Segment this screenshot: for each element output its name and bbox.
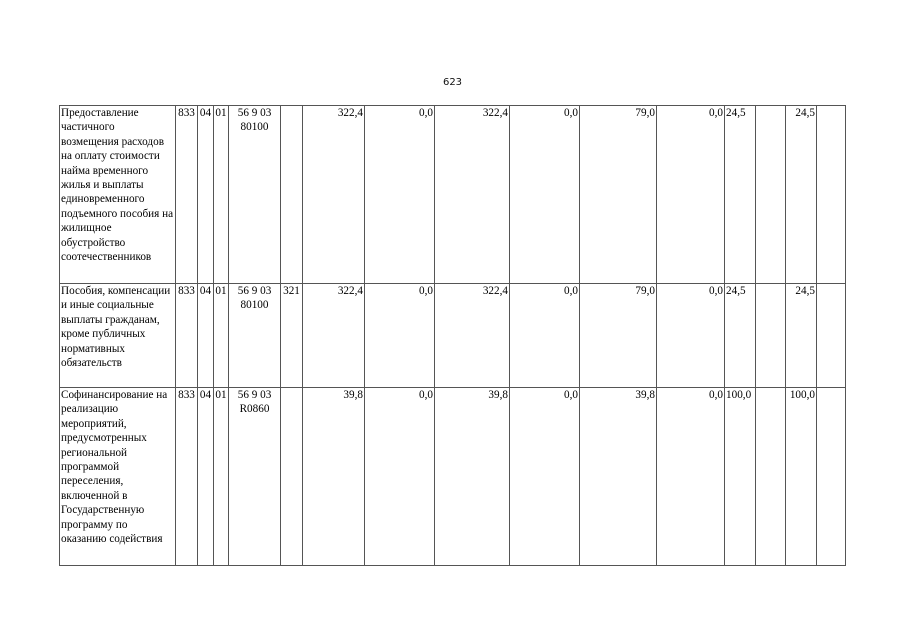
value-cell: 322,4 — [303, 284, 365, 388]
value-cell: 0,0 — [365, 284, 435, 388]
value-cell — [817, 106, 846, 284]
subsection-code: 01 — [214, 388, 229, 566]
percent-cell: 24,5 — [725, 284, 756, 388]
row-name: Предоставление частичного возмещения расходов на оплату стоимости найма временного жилья и выплаты единовременного подъемного пособия на жилищное обустройство соотечественников — [60, 106, 176, 284]
value-cell: 39,8 — [303, 388, 365, 566]
value-cell: 0,0 — [657, 388, 725, 566]
value-cell: 0,0 — [510, 284, 580, 388]
table-row — [60, 388, 846, 566]
percent-cell: 24,5 — [786, 284, 817, 388]
subsection-code: 01 — [214, 106, 229, 284]
row-name: Софинансирование на реализацию мероприятий, предусмотренных региональной программой переселения, включенной в Государственную программу по оказанию содействия — [60, 388, 176, 566]
target-article-code: 56 9 03 80100 — [229, 284, 281, 388]
value-cell: 0,0 — [510, 106, 580, 284]
section-code: 04 — [198, 284, 214, 388]
section-code: 04 — [198, 106, 214, 284]
row-name: Пособия, компенсации и иные социальные выплаты гражданам, кроме публичных нормативных обязательств — [60, 284, 176, 388]
value-cell: 0,0 — [657, 284, 725, 388]
target-article-code: 56 9 03 80100 — [229, 106, 281, 284]
percent-cell: 100,0 — [725, 388, 756, 566]
table-row — [60, 106, 846, 284]
percent-cell: 24,5 — [725, 106, 756, 284]
value-cell: 79,0 — [580, 106, 657, 284]
section-code: 04 — [198, 388, 214, 566]
value-cell: 322,4 — [435, 284, 510, 388]
table-row — [60, 284, 846, 388]
value-cell: 39,8 — [435, 388, 510, 566]
value-cell: 0,0 — [365, 106, 435, 284]
value-cell — [756, 284, 786, 388]
subsection-code: 01 — [214, 284, 229, 388]
page-number: 623 — [442, 77, 463, 88]
value-cell: 79,0 — [580, 284, 657, 388]
ministry-code: 833 — [176, 284, 198, 388]
expense-type-code — [281, 106, 303, 284]
value-cell: 322,4 — [435, 106, 510, 284]
value-cell: 39,8 — [580, 388, 657, 566]
ministry-code: 833 — [176, 388, 198, 566]
value-cell — [756, 106, 786, 284]
percent-cell: 100,0 — [786, 388, 817, 566]
value-cell — [756, 388, 786, 566]
target-article-code: 56 9 03 R0860 — [229, 388, 281, 566]
value-cell: 0,0 — [657, 106, 725, 284]
ministry-code: 833 — [176, 106, 198, 284]
expense-type-code — [281, 388, 303, 566]
value-cell: 322,4 — [303, 106, 365, 284]
value-cell — [817, 284, 846, 388]
value-cell: 0,0 — [365, 388, 435, 566]
value-cell — [817, 388, 846, 566]
budget-table — [59, 105, 846, 566]
percent-cell: 24,5 — [786, 106, 817, 284]
expense-type-code: 321 — [281, 284, 303, 388]
value-cell: 0,0 — [510, 388, 580, 566]
